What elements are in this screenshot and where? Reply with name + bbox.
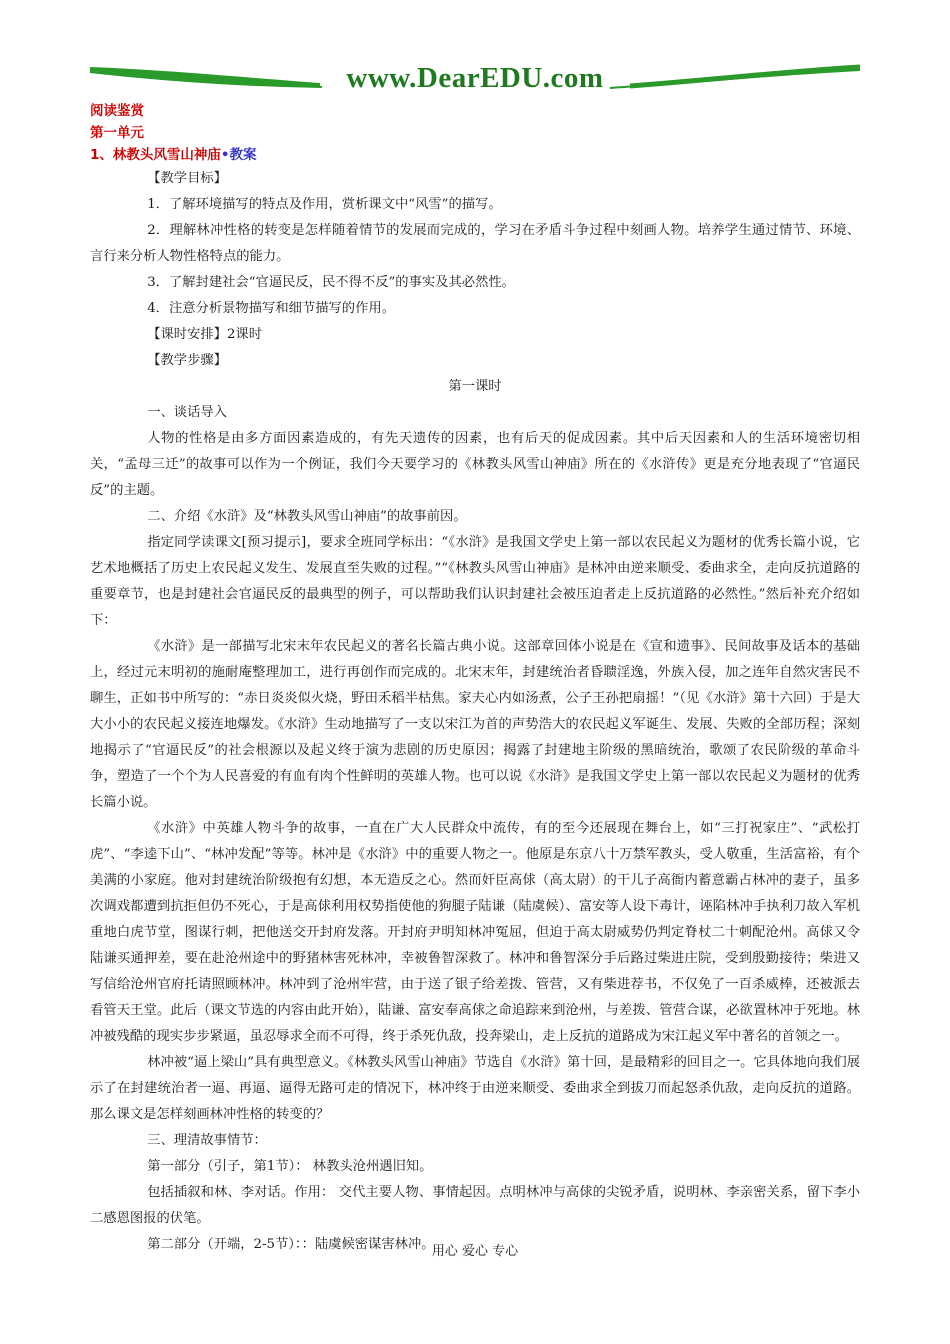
lesson-tag: •教案 bbox=[220, 147, 257, 163]
part-1-note: 包括插叙和林、李对话。作用： 交代主要人物、事情起因。点明林冲与高俅的尖锐矛盾，说明林、李亲密关系，留下李小二感恩图报的伏笔。 bbox=[90, 1185, 860, 1226]
unit-heading: 第一单元 bbox=[90, 125, 144, 141]
footer-motto: 用心 爱心 专心 bbox=[431, 1244, 519, 1259]
section-2-heading: 二、介绍《水浒》及“林教头风雪山神庙”的故事前因。 bbox=[147, 509, 467, 524]
goals-heading: 【教学目标】 bbox=[147, 171, 227, 186]
section-1-heading: 一、谈话导入 bbox=[147, 405, 227, 420]
goal-2: 2．理解林冲性格的转变是怎样随着情节的发展而完成的，学习在矛盾斗争过程中刻画人物。培养学生通过情节、环境、言行来分析人物性格特点的能力。 bbox=[90, 223, 860, 264]
paragraph-2: 指定同学读课文[预习提示]，要求全班同学标出：“《水浒》是我国文学史上第一部以农民起义为题材的优秀长篇小说，它艺术地概括了历史上农民起义发生、发展直至失败的过程。”“《林教头风雪山神庙》是林冲由逆来顺受、委曲求全，走向反抗道路的重要章节，也是封建社会官逼民反的最典型的例子，可以帮助我们认识封建社会被压迫者走上反抗道路的必然性。”然后补充介绍如下： bbox=[90, 535, 860, 628]
goal-1: 1．了解环境描写的特点及作用，赏析课文中“风雪”的描写。 bbox=[147, 197, 502, 212]
site-logo-text: www.DearEDU.com bbox=[346, 62, 604, 94]
lesson-title bbox=[90, 144, 860, 166]
paragraph-5: 林冲被“逼上梁山”具有典型意义。《林教头风雪山神庙》节选自《水浒》第十回，是最精彩的回目之一。它具体地向我们展示了在封建统治者一逼、再逼、逼得无路可走的情况下，林冲终于由逆来顺受、委曲求全到拔刀而起怒杀仇敌，走向反抗的道路。那么课文是怎样刻画林冲性格的转变的？ bbox=[90, 1055, 860, 1122]
lesson-one-heading: 第一课时 bbox=[448, 379, 502, 394]
document-body bbox=[90, 100, 860, 1258]
steps-heading: 【教学步骤】 bbox=[147, 353, 227, 368]
lesson-title-text: 1、林教头风雪山神庙 bbox=[90, 147, 221, 163]
part-2: 第二部分（开端，2-5节）：：陆虞候密谋害林冲。 bbox=[147, 1237, 435, 1252]
paragraph-4: 《水浒》中英雄人物斗争的故事，一直在广大人民群众中流传，有的至今还展现在舞台上，如“三打祝家庄”、“武松打虎”、“李逵下山”、“林冲发配”等等。林冲是《水浒》中的重要人物之一。他原是东京八十万禁军教头，受人敬重，生活富裕，有个美满的小家庭。他对封建统治阶级抱有幻想，本无造反之心。然而奸臣高俅（高太尉）的干儿子高衙内蓄意霸占林冲的妻子，虽多次调戏都遭到抗拒但仍不死心，于是高俅利用权势指使他的狗腿子陆谦（陆虞候）、富安等人设下毒计，诬陷林冲手执利刀故入军机重地白虎节堂，图谋行刺，把他送交开封府发落。开封府尹明知林冲冤屈，但迫于高太尉威势仍判定脊杖二十刺配沧州。高俅又令陆谦买通押差，要在赴沧州途中的野猪林害死林冲，幸被鲁智深救了。林冲和鲁智深分手后路过柴进庄院，受到殷勤接待；柴进又写信给沧州官府托请照顾林冲。林冲到了沧州牢营，由于送了银子给差拨、管营，又有柴进荐书，不仅免了一百杀威棒，还被派去看管天王堂。此后（课文节选的内容由此开始），陆谦、富安奉高俅之命追踪来到沧州，与差拨、管营合谋，必欲置林冲于死地。林冲被残酷的现实步步紧逼，虽忍辱求全而不可得，终于杀死仇敌，投奔梁山，走上反抗的道路成为宋江起义军中著名的首领之一。 bbox=[90, 821, 860, 1044]
goal-4: 4．注意分析景物描写和细节描写的作用。 bbox=[147, 301, 395, 316]
site-header-banner bbox=[90, 60, 860, 96]
section-3-heading: 三、理清故事情节： bbox=[147, 1133, 267, 1148]
paragraph-3: 《水浒》是一部描写北宋末年农民起义的著名长篇古典小说。这部章回体小说是在《宣和遗事》、民间故事及话本的基础上，经过元末明初的施耐庵整理加工，进行再创作而完成的。北宋末年，封建统治者昏聩淫逸，外族入侵，加之连年自然灾害民不聊生，正如书中所写的：“赤日炎炎似火烧，野田禾稻半枯焦。家夫心内如汤煮，公子王孙把扇摇！”（见《水浒》第十六回）于是大大小小的农民起义接连地爆发。《水浒》生动地描写了一支以宋江为首的声势浩大的农民起义军诞生、发展、失败的全部历程；深刻地揭示了“官逼民反”的社会根源以及起义终于演为悲剧的历史原因；揭露了封建地主阶级的黑暗统治，歌颂了农民阶级的革命斗争，塑造了一个个为人民喜爱的有血有肉个性鲜明的英雄人物。也可以说《水浒》是我国文学史上第一部以农民起义为题材的优秀长篇小说。 bbox=[90, 639, 860, 810]
goal-3: 3．了解封建社会“官逼民反，民不得不反”的事实及其必然性。 bbox=[147, 275, 515, 290]
schedule: 【课时安排】2课时 bbox=[147, 327, 263, 342]
paragraph-1: 人物的性格是由多方面因素造成的，有先天遗传的因素，也有后天的促成因素。其中后天因素和人的生活环境密切相关，“孟母三迁”的故事可以作为一个例证，我们今天要学习的《林教头风雪山神庙》所在的《水浒传》更是充分地表现了“官逼民反”的主题。 bbox=[90, 431, 860, 498]
category-heading: 阅读鉴赏 bbox=[90, 103, 144, 119]
part-1: 第一部分（引子，第1节）： 林教头沧州遇旧知。 bbox=[147, 1159, 433, 1174]
